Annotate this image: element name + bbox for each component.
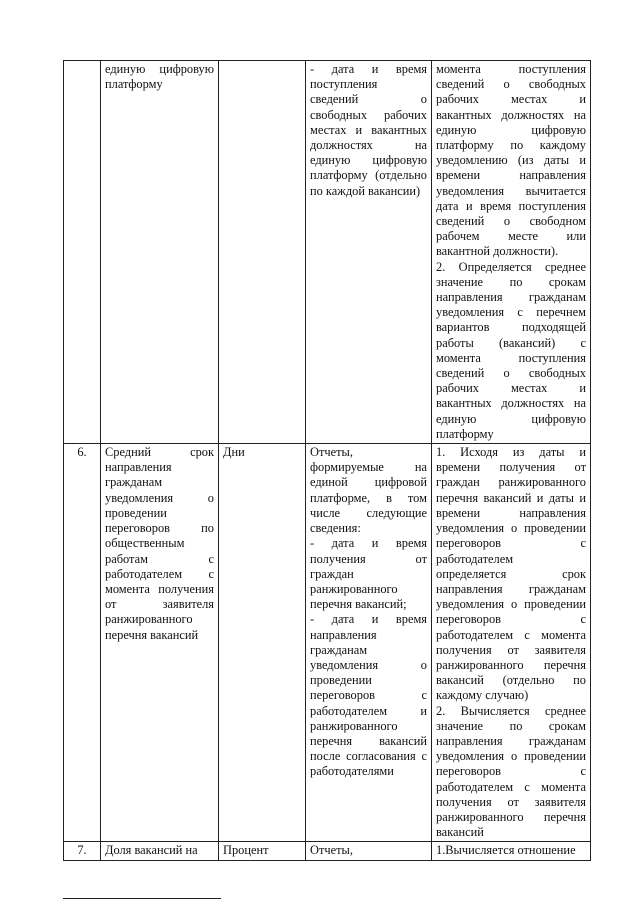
source-paragraph: Отчеты, формируемые на единой цифровой платформе, в том числе следующие сведения:: [310, 445, 427, 536]
row-number: [64, 61, 101, 444]
unit-cell: [219, 61, 306, 444]
calculation-method: 1.Вычисляется отношение: [432, 842, 591, 860]
unit-cell: Дни: [219, 444, 306, 842]
calculation-method: [432, 61, 591, 444]
method-paragraph: 1. Исходя из даты и времени получения от граждан ранжированного перечня вакансий и даты и времени направления уведомления о проведении переговоров с работодателем определяется срок направления гражданам уведомления о проведении переговоров с работодателем с момента получения от заявителя ранжированного перечня вакансий (отдельно по каждому случаю): [436, 445, 586, 703]
source-paragraph: - дата и время направления гражданам уведомления о проведении переговоров с работодателем и ранжированного перечня вакансий после согласования с работодателями: [310, 612, 427, 779]
method-paragraph: 2. Вычисляется среднее значение по срокам направления гражданам уведомления о проведении переговоров с работодателем с момента получения от заявителя ранжированного перечня вакансий: [436, 703, 586, 840]
indicator-name: единую цифровую платформу: [101, 61, 219, 444]
data-source: [306, 444, 432, 842]
table-row: [64, 842, 591, 860]
row-number: 6.: [64, 444, 101, 842]
footnote-divider: [63, 898, 221, 899]
data-source: - дата и время поступления сведений о свободных рабочих местах и вакантных должностях на единую цифровую платформу (отдельно по каждой вакансии): [306, 61, 432, 444]
indicators-table: [63, 60, 591, 861]
method-paragraph: 2. Определяется среднее значение по срокам направления гражданам уведомления с перечнем вариантов подходящей работы (вакансий) с момента поступления сведений о свободных рабочих местах и вакантных должностях на единую цифровую платформу: [436, 259, 586, 441]
calculation-method: [432, 444, 591, 842]
unit-cell: Процент: [219, 842, 306, 860]
table-row: [64, 61, 591, 444]
indicator-name: Средний срок направления гражданам уведомления о проведении переговоров по общественным работам с работодателем с момента получения от заявителя ранжированного перечня вакансий: [101, 444, 219, 842]
row-number: 7.: [64, 842, 101, 860]
method-paragraph: момента поступления сведений о свободных рабочих местах и вакантных должностях на единую цифровую платформу по каждому уведомлению (из даты и времени направления уведомления вычитается дата и время поступления сведений о свободном рабочем месте или вакантной должности).: [436, 62, 586, 259]
data-source: Отчеты,: [306, 842, 432, 860]
source-paragraph: - дата и время получения от граждан ранжированного перечня вакансий;: [310, 536, 427, 612]
indicator-name: Доля вакансий на: [101, 842, 219, 860]
table-row: [64, 444, 591, 842]
